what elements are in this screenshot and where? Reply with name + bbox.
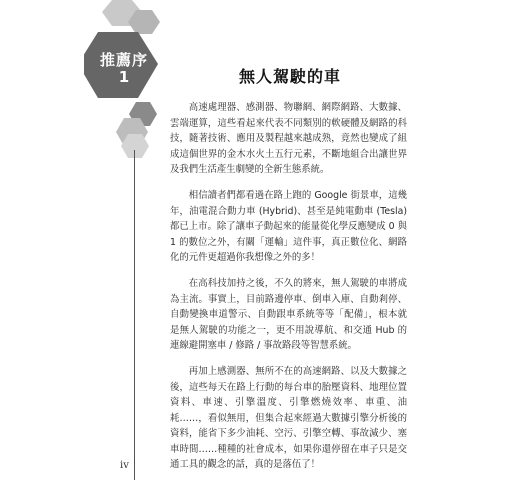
margin-rule (134, 150, 135, 480)
page-number: iv (120, 460, 129, 471)
page-title: 無人駕駛的車 (238, 67, 341, 86)
body-text (170, 100, 407, 483)
preface-badge-number: 1 (118, 68, 130, 86)
paragraph: 相信讀者們都看過在路上跑的 Google 街景車，這幾年，油電混合動力車 (Hybrid)、甚至是純電動車 (Tesla) 都已上市。除了讓車子動起來的能量從化學反應變成 0 與 1 的數位之外，有關「運輸」這件事，真正數位化、網路化的元件更超過你我想像之外的多！ (170, 189, 407, 264)
preface-badge-label: 推薦序 (100, 51, 149, 69)
paragraph: 再加上感測器、無所不在的高速網路、以及大數據之後，這些每天在路上行動的每台車的胎壓資料、地理位置資料、車速、引擎溫度、引擎燃燒效率、車重、油耗……，看似無用，但集合起來經過大數據引擎分析後的資料，能省下多少油耗、空污、引擎空轉、事故減少、塞車時間……種種的社會成本，如果你還停留在車子只是交通工具的觀念的話，真的是落伍了！ (170, 365, 407, 471)
paragraph: 高速處理器、感測器、物聯網、網際網路、大數據、雲端運算，這些看起來代表不同類別的軟硬體及網路的科技，隨著技術、應用及製程越來越成熟，竟然也變成了組成這個世界的金木水火土五行元素，不斷地組合出讓世界及我們生活產生劇變的全新生態系統。 (170, 102, 407, 176)
preface-badge (100, 52, 148, 86)
paragraph: 在高科技加持之後，不久的將來，無人駕駛的車將成為主流。事實上，目前路邊停車、倒車入庫、自動剎停、自動變換車道警示、自動跟車系統等等「配備」，根本就是無人駕駛的功能之一，更不用說導航、和交通 Hub 的連線避開塞車 / 修路 / 事故路段等智慧系統。 (170, 277, 407, 352)
